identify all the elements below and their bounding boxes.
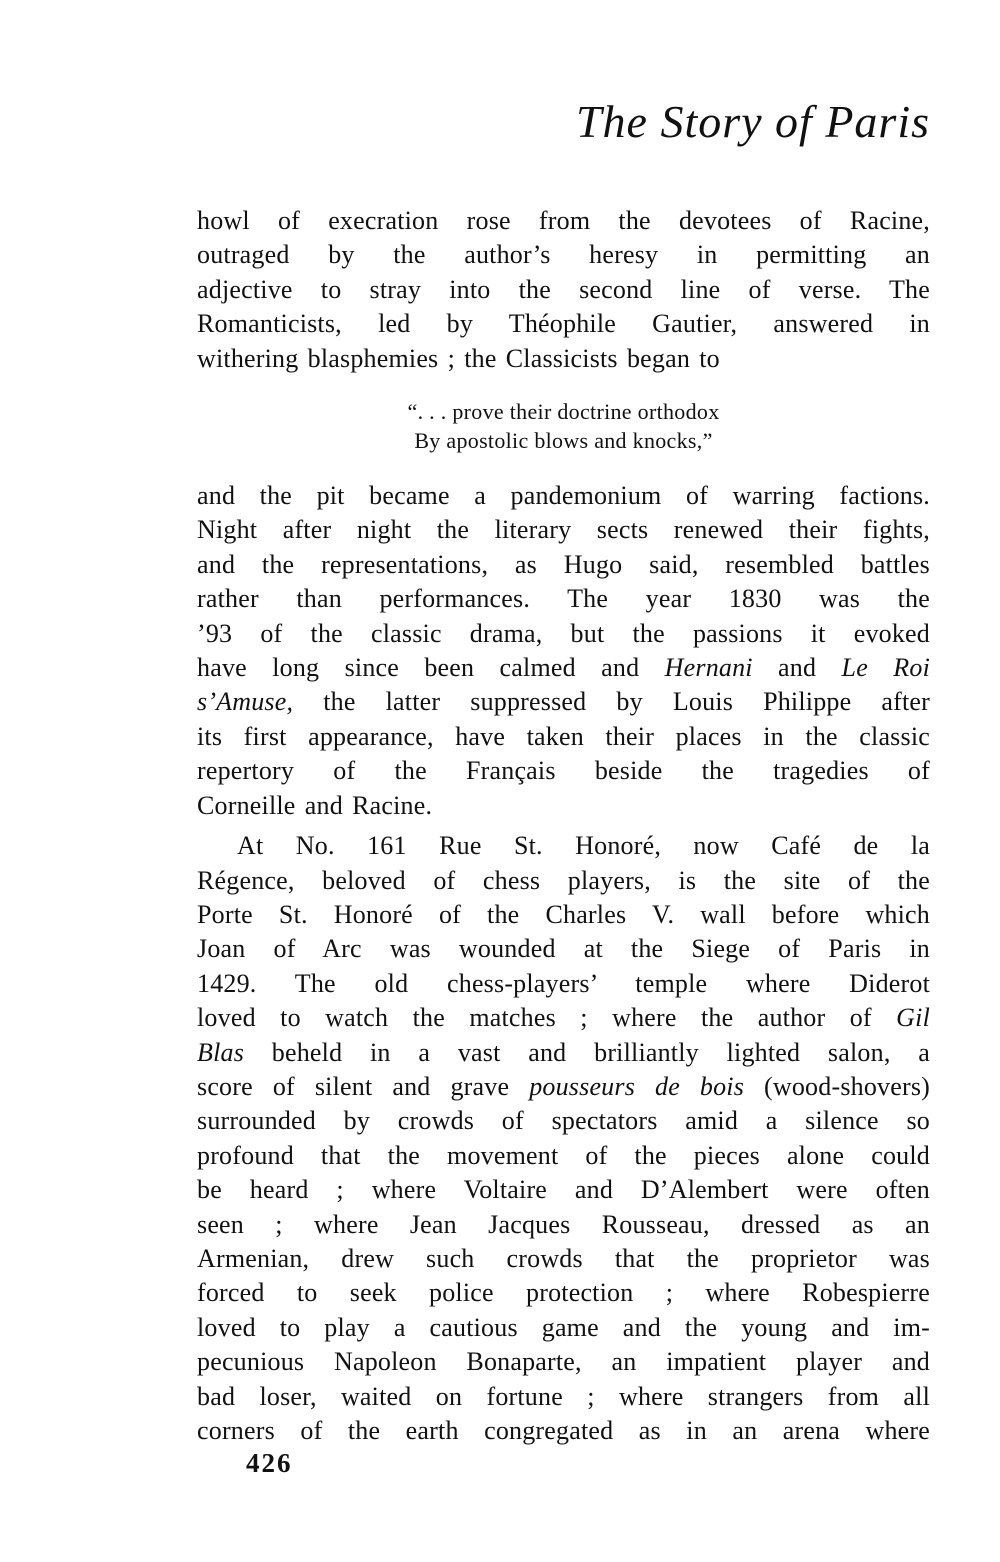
text-line: Joan of Arc was wounded at the Siege of Paris in [197,934,930,964]
quote-line: “. . . prove their doctrine orthodox [407,399,720,425]
text-line: and the representations, as Hugo said, resembled battles [197,549,930,579]
text-line: corners of the earth congregated as in an arena where [197,1416,930,1445]
paragraph [197,479,930,823]
text-line: At No. 161 Rue St. Honoré, now Café de la [237,831,930,861]
text-line: its first appearance, have taken their places in the classic [197,721,930,751]
paragraph [197,829,930,1448]
text-line: repertory of the Français beside the tragedies of [197,756,930,786]
text-line: profound that the movement of the pieces alone could [197,1140,930,1170]
verse-quote [197,397,930,455]
italic-title: pousseurs de bois [529,1071,745,1101]
italic-title: Blas [197,1037,245,1067]
text-line: score of silent and grave pousseurs de bois (wood-shovers) [197,1071,931,1101]
text-line: Corneille and Racine. [197,790,433,820]
text-line: Blas beheld in a vast and brilliantly lighted salon, a [197,1037,930,1067]
text-line: Régence, beloved of chess players, is the site of the [197,865,930,895]
text-line: seen ; where Jean Jacques Rousseau, dressed as an [197,1209,930,1239]
text-line: adjective to stray into the second line of verse. The [197,274,930,304]
quote-line: By apostolic blows and knocks,” [414,428,713,454]
text-line: and the pit became a pandemonium of warring factions. [197,481,930,511]
text-line: Porte St. Honoré of the Charles V. wall before which [197,899,930,929]
text-line: bad loser, waited on fortune ; where strangers from all [197,1381,930,1411]
page-number: 426 [246,1448,293,1478]
text-line: s’Amuse, the latter suppressed by Louis Philippe after [197,687,930,717]
text-line: howl of execration rose from the devotees of Racine, [197,206,930,235]
text-line: surrounded by crowds of spectators amid a silence so [197,1106,930,1136]
text-line: pecunious Napoleon Bonaparte, an impatient player and [197,1347,930,1377]
paragraph [197,204,930,376]
text-line: Romanticists, led by Théophile Gautier, answered in [197,309,930,339]
text-line: 1429. The old chess-players’ temple where Diderot [197,968,930,998]
text-line: forced to seek police protection ; where Robespierre [197,1278,930,1308]
text-line: be heard ; where Voltaire and D’Alembert were often [197,1175,930,1205]
text-line: ’93 of the classic drama, but the passions it evoked [197,618,930,648]
text-line: rather than performances. The year 1830 was the [197,584,930,614]
running-header: The Story of Paris [575,96,930,147]
italic-title: Hernani [664,653,753,683]
italic-title: Le Roi [841,653,930,683]
italic-title: Gil [896,1003,930,1033]
text-line: loved to watch the matches ; where the author of Gil [197,1003,930,1033]
text-line: outraged by the author’s heresy in permitting an [197,240,930,270]
text-line: have long since been calmed and Hernani and Le Roi [197,653,930,683]
body-text [197,204,930,1448]
text-line: Night after night the literary sects renewed their fights, [197,515,930,545]
text-line: Armenian, drew such crowds that the proprietor was [197,1243,930,1273]
text-line: loved to play a cautious game and the young and im- [197,1312,930,1342]
text-line: withering blasphemies ; the Classicists began to [197,343,720,373]
italic-title: s’Amuse, [197,687,294,717]
